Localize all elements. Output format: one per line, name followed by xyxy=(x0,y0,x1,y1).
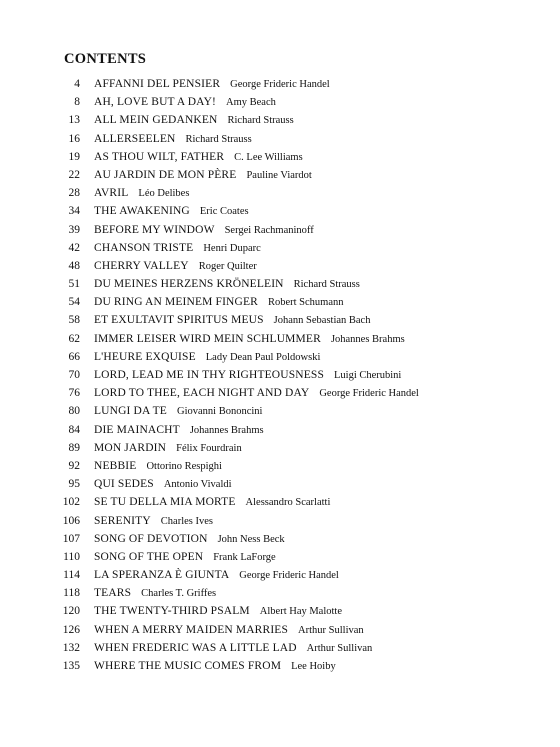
composer-name: Luigi Cherubini xyxy=(333,370,402,381)
song-title: AFFANNI DEL PENSIER xyxy=(94,78,221,90)
entry-text xyxy=(94,148,303,167)
entry-text xyxy=(94,330,405,349)
song-title: TEARS xyxy=(94,587,132,600)
contents-entry xyxy=(0,439,560,457)
entry-text xyxy=(94,530,285,549)
song-title: ALL MEIN GEDANKEN xyxy=(94,114,218,127)
song-title: L'HEURE EXQUISE xyxy=(94,350,196,363)
page-number: 70 xyxy=(68,369,80,381)
contents-entry xyxy=(0,293,560,311)
composer-name: Pauline Viardot xyxy=(246,169,312,181)
page-number: 126 xyxy=(62,623,80,636)
contents-entry xyxy=(0,457,560,475)
page-number: 54 xyxy=(68,296,80,309)
contents-entry xyxy=(0,93,560,111)
song-title: ALLERSEELEN xyxy=(94,132,176,145)
contents-entry xyxy=(0,330,560,348)
page-number: 8 xyxy=(74,96,80,109)
composer-name: Henri Duparc xyxy=(203,242,261,254)
entry-text xyxy=(94,166,312,185)
page-number: 92 xyxy=(68,459,80,472)
contents-entry xyxy=(0,475,560,493)
composer-name: Richard Strauss xyxy=(185,133,252,145)
page-number: 13 xyxy=(68,114,80,127)
page-number: 62 xyxy=(68,332,80,345)
contents-entry xyxy=(0,657,560,675)
entry-text xyxy=(94,584,216,603)
contents-entry xyxy=(0,384,560,402)
entry-text xyxy=(94,439,242,458)
song-title: LA SPERANZA È GIUNTA xyxy=(94,569,230,582)
entry-text xyxy=(94,639,372,658)
page-number: 107 xyxy=(62,532,80,545)
entry-text xyxy=(94,348,320,367)
composer-name: George Frideric Handel xyxy=(319,388,419,400)
page-number: 22 xyxy=(68,168,80,181)
contents-entry xyxy=(0,548,560,566)
page-number: 42 xyxy=(68,241,80,254)
page-number: 58 xyxy=(68,314,80,327)
contents-entry xyxy=(0,75,560,93)
composer-name: Alessandro Scarlatti xyxy=(245,497,331,509)
song-title: THE TWENTY-THIRD PSALM xyxy=(94,605,250,618)
entry-text xyxy=(94,602,342,621)
page-number: 120 xyxy=(62,605,80,618)
entry-text xyxy=(94,75,330,94)
contents-entry xyxy=(0,130,560,148)
song-title: AS THOU WILT, FATHER xyxy=(94,150,225,163)
page-number: 114 xyxy=(63,569,80,582)
contents-entry xyxy=(0,602,560,620)
contents-entry xyxy=(0,275,560,293)
composer-name: Giovanni Bononcini xyxy=(177,406,263,418)
composer-name: Richard Strauss xyxy=(293,279,360,291)
page-number: 4 xyxy=(74,78,80,90)
composer-name: Johannes Brahms xyxy=(330,333,405,345)
song-title: MON JARDIN xyxy=(94,441,167,454)
page-title: CONTENTS xyxy=(64,51,147,67)
entry-text xyxy=(94,257,257,276)
composer-name: Richard Strauss xyxy=(227,115,294,127)
contents-entry xyxy=(0,584,560,602)
composer-name: Sergei Rachmaninoff xyxy=(224,224,314,236)
song-title: THE AWAKENING xyxy=(94,205,190,218)
song-title: DU MEINES HERZENS KRÖNELEIN xyxy=(94,278,284,291)
entry-text xyxy=(94,202,249,221)
composer-name: Ottorino Respighi xyxy=(146,460,222,472)
composer-name: Léo Delibes xyxy=(138,188,190,200)
composer-name: Amy Beach xyxy=(226,97,276,109)
contents-entry xyxy=(0,530,560,548)
contents-entry xyxy=(0,493,560,511)
entry-text xyxy=(94,384,419,403)
page-number: 28 xyxy=(68,187,80,200)
composer-name: Arthur Sullivan xyxy=(298,624,364,636)
entry-text xyxy=(94,239,261,258)
song-title: ET EXULTAVIT SPIRITUS MEUS xyxy=(94,314,264,327)
page-number: 132 xyxy=(62,641,80,654)
contents-entry xyxy=(0,402,560,420)
page-number: 34 xyxy=(68,205,80,218)
composer-name: Albert Hay Malotte xyxy=(259,606,343,618)
song-title: SERENITY xyxy=(94,514,151,527)
composer-name: Eric Coates xyxy=(199,206,249,218)
page-number: 135 xyxy=(62,660,80,672)
composer-name: George Frideric Handel xyxy=(230,79,330,90)
song-title: BEFORE MY WINDOW xyxy=(94,223,215,236)
song-title: WHEN FREDERIC WAS A LITTLE LAD xyxy=(94,641,297,654)
song-title: SE TU DELLA MIA MORTE xyxy=(94,496,236,509)
entry-text xyxy=(94,493,330,512)
page-number: 110 xyxy=(63,550,80,563)
contents-entry xyxy=(0,111,560,129)
contents-entry xyxy=(0,184,560,202)
page-number: 76 xyxy=(68,387,80,400)
song-title: AU JARDIN DE MON PÈRE xyxy=(94,168,237,181)
page-number: 48 xyxy=(68,259,80,272)
song-title: WHERE THE MUSIC COMES FROM xyxy=(94,660,282,672)
contents-entry xyxy=(0,366,560,384)
entry-text xyxy=(94,566,339,585)
composer-name: Roger Quilter xyxy=(198,260,257,272)
composer-name: Johann Sebastian Bach xyxy=(273,315,371,327)
page-number: 80 xyxy=(68,405,80,418)
song-title: DIE MAINACHT xyxy=(94,423,180,436)
contents-entry xyxy=(0,202,560,220)
contents-entry xyxy=(0,512,560,530)
entry-text xyxy=(94,548,276,567)
song-title: AVRIL xyxy=(94,187,129,200)
composer-name: Johannes Brahms xyxy=(189,424,264,436)
composer-name: Robert Schumann xyxy=(267,297,344,309)
entry-text xyxy=(94,311,370,330)
page-number: 95 xyxy=(68,478,80,491)
song-title: QUI SEDES xyxy=(94,478,154,491)
song-title: CHANSON TRISTE xyxy=(94,241,194,254)
page-number: 19 xyxy=(68,150,80,163)
composer-name: Lee Hoiby xyxy=(291,661,336,672)
composer-name: Antonio Vivaldi xyxy=(163,479,232,491)
entry-text xyxy=(94,621,364,640)
contents-list xyxy=(0,75,560,675)
contents-entry xyxy=(0,621,560,639)
song-title: LUNGI DA TE xyxy=(94,405,167,418)
composer-name: Charles Ives xyxy=(160,515,213,527)
page-number: 89 xyxy=(68,441,80,454)
song-title: WHEN A MERRY MAIDEN MARRIES xyxy=(94,623,289,636)
composer-name: Lady Dean Paul Poldowski xyxy=(205,351,321,363)
composer-name: George Frideric Handel xyxy=(239,570,339,582)
composer-name: Félix Fourdrain xyxy=(176,442,242,454)
entry-text xyxy=(94,475,232,494)
song-title: LORD, LEAD ME IN THY RIGHTEOUSNESS xyxy=(94,369,324,381)
song-title: NEBBIE xyxy=(94,459,137,472)
contents-entry xyxy=(0,257,560,275)
entry-text xyxy=(94,275,360,294)
contents-entry xyxy=(0,421,560,439)
page-number: 102 xyxy=(62,496,80,509)
page-number: 16 xyxy=(68,132,80,145)
song-title: SONG OF DEVOTION xyxy=(94,532,208,545)
entry-text xyxy=(94,421,264,440)
page-number: 39 xyxy=(68,223,80,236)
entry-text xyxy=(94,184,189,203)
contents-entry xyxy=(0,639,560,657)
contents-entry xyxy=(0,311,560,329)
song-title: IMMER LEISER WIRD MEIN SCHLUMMER xyxy=(94,332,321,345)
contents-entry xyxy=(0,221,560,239)
entry-text xyxy=(94,366,401,385)
contents-entry xyxy=(0,566,560,584)
entry-text xyxy=(94,293,344,312)
page-number: 66 xyxy=(68,350,80,363)
song-title: SONG OF THE OPEN xyxy=(94,550,204,563)
song-title: LORD TO THEE, EACH NIGHT AND DAY xyxy=(94,387,310,400)
contents-entry xyxy=(0,239,560,257)
contents-entry xyxy=(0,148,560,166)
composer-name: Frank LaForge xyxy=(213,551,276,563)
entry-text xyxy=(94,111,294,130)
entry-text xyxy=(94,512,213,531)
song-title: AH, LOVE BUT A DAY! xyxy=(94,96,217,109)
entry-text xyxy=(94,93,276,112)
composer-name: John Ness Beck xyxy=(217,533,285,545)
contents-entry xyxy=(0,348,560,366)
contents-entry xyxy=(0,166,560,184)
page-number: 106 xyxy=(62,514,80,527)
page-number: 84 xyxy=(68,423,80,436)
composer-name: Charles T. Griffes xyxy=(141,588,217,600)
entry-text xyxy=(94,457,222,476)
composer-name: Arthur Sullivan xyxy=(306,642,373,654)
entry-text xyxy=(94,402,262,421)
composer-name: C. Lee Williams xyxy=(234,151,303,163)
entry-text xyxy=(94,657,336,676)
page-number: 51 xyxy=(68,278,80,291)
song-title: CHERRY VALLEY xyxy=(94,259,189,272)
entry-text xyxy=(94,130,252,149)
page-number: 118 xyxy=(63,587,80,600)
song-title: DU RING AN MEINEM FINGER xyxy=(94,296,258,309)
entry-text xyxy=(94,221,314,240)
